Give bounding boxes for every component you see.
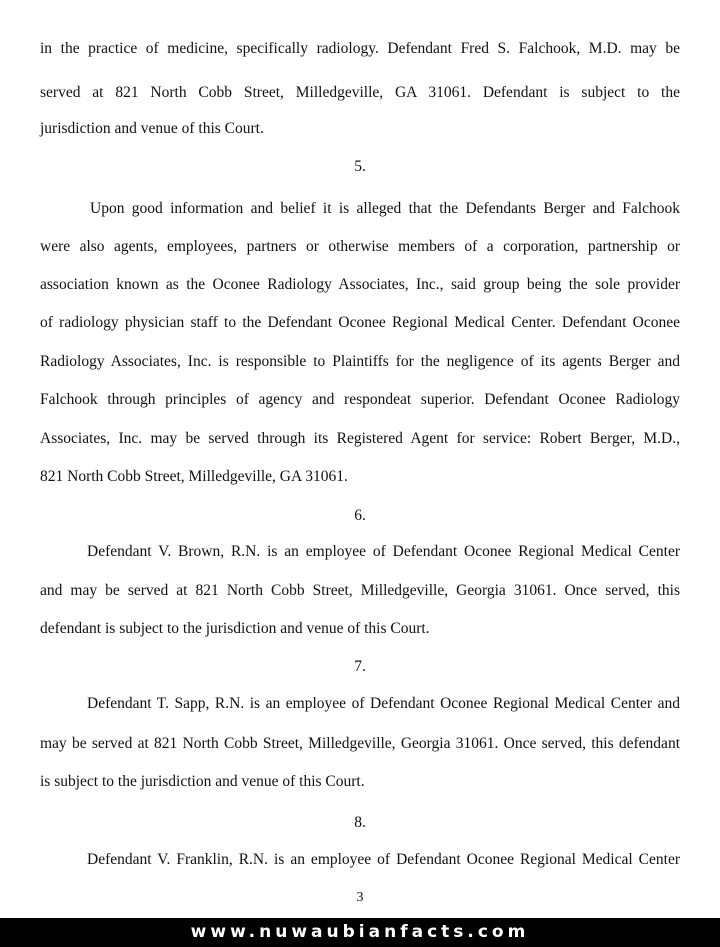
paragraph-line: Radiology Associates, Inc. is responsible to Plaintiffs for the negligence of its agents Berger and (40, 353, 680, 370)
paragraph-line: association known as the Oconee Radiology Associates, Inc., said group being the sole provider (40, 276, 680, 293)
paragraph-line: Defendant T. Sapp, R.N. is an employee of Defendant Oconee Regional Medical Center and (87, 695, 680, 712)
section-number: 6. (354, 507, 366, 524)
paragraph-line: Defendant V. Brown, R.N. is an employee of Defendant Oconee Regional Medical Center (87, 543, 680, 560)
paragraph-line: Associates, Inc. may be served through its Registered Agent for service: Robert Berger, M.D., (40, 430, 680, 447)
page-number: 3 (356, 890, 364, 905)
paragraph-line: may be served at 821 North Cobb Street, Milledgeville, Georgia 31061. Once served, this defendant (40, 735, 680, 752)
paragraph-line: of radiology physician staff to the Defendant Oconee Regional Medical Center. Defendant Oconee (40, 314, 680, 331)
paragraph-line: Falchook through principles of agency and respondeat superior. Defendant Oconee Radiology (40, 391, 680, 408)
paragraph-line: jurisdiction and venue of this Court. (40, 120, 264, 137)
paragraph-line: is subject to the jurisdiction and venue of this Court. (40, 773, 365, 790)
paragraph-line: 821 North Cobb Street, Milledgeville, GA 31061. (40, 468, 348, 485)
footer-banner: www.nuwaubianfacts.com (0, 918, 720, 947)
paragraph-line: defendant is subject to the jurisdiction and venue of this Court. (40, 620, 430, 637)
section-number: 8. (354, 814, 366, 831)
paragraph-line: were also agents, employees, partners or otherwise members of a corporation, partnership or (40, 238, 680, 255)
paragraph-line: Upon good information and belief it is alleged that the Defendants Berger and Falchook (90, 200, 680, 217)
paragraph-line: in the practice of medicine, specifically radiology. Defendant Fred S. Falchook, M.D. may be (40, 40, 680, 57)
section-number: 5. (354, 158, 366, 175)
paragraph-line: and may be served at 821 North Cobb Street, Milledgeville, Georgia 31061. Once served, this (40, 582, 680, 599)
paragraph-line: served at 821 North Cobb Street, Milledgeville, GA 31061. Defendant is subject to the (40, 84, 680, 101)
paragraph-line: Defendant V. Franklin, R.N. is an employee of Defendant Oconee Regional Medical Center (87, 851, 680, 868)
section-number: 7. (354, 658, 366, 675)
